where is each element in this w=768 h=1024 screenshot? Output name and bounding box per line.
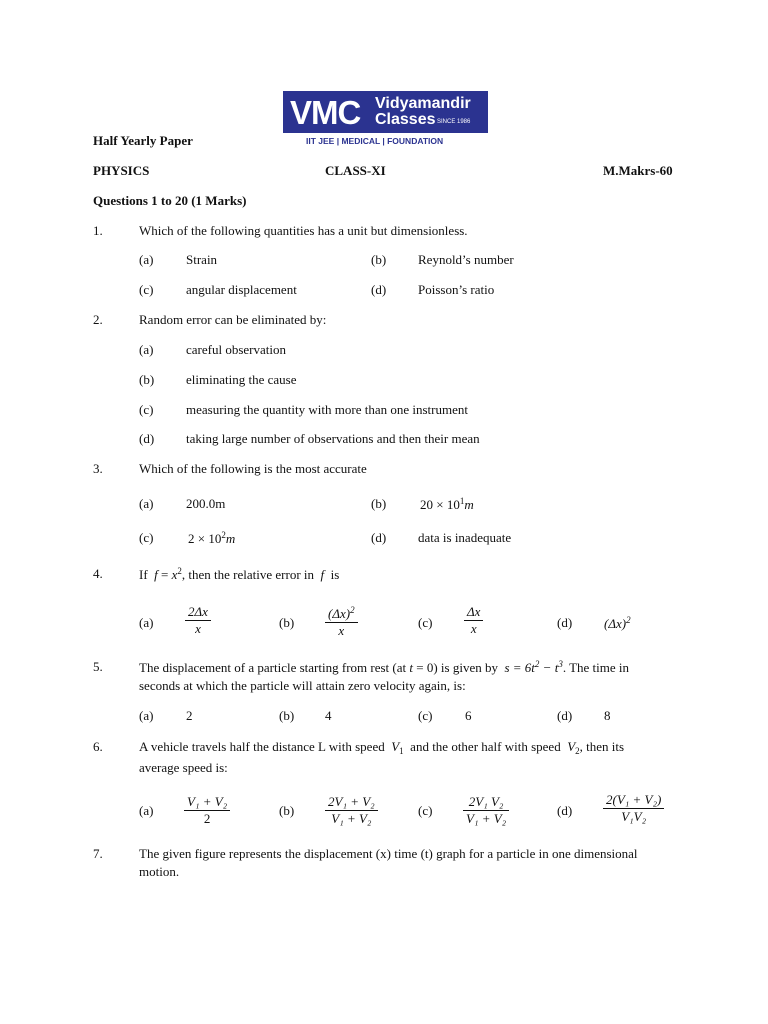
- q3-a: 200.0m: [186, 496, 226, 511]
- q3-b: $20 \times 10^1m$: [420, 496, 474, 512]
- q6-c: $\frac{\text{2V₁ V₂}}{\text{V₁ + V₂}}$: [463, 794, 509, 827]
- q5-c-label: (c): [418, 708, 433, 723]
- q2-d-label: (d): [139, 431, 155, 446]
- q5-b-label: (b): [279, 708, 295, 723]
- q1-c: angular displacement: [186, 282, 297, 297]
- paper-title: Half Yearly Paper: [93, 133, 193, 148]
- q5-d-label: (d): [557, 708, 573, 723]
- q6-number: 6.: [93, 739, 103, 754]
- q5-b: 4: [325, 708, 332, 723]
- q6-a: $\frac{\text{V₁ + V₂}}{2}$: [184, 794, 230, 827]
- logo-name-line2: Classes: [375, 111, 436, 128]
- q4-d: $(\Delta x)^2$: [604, 615, 631, 631]
- q4-a-label: (a): [139, 615, 154, 630]
- q5-d: 8: [604, 708, 611, 723]
- q1-text: Which of the following quantities has a unit but dimensionless.: [139, 223, 468, 238]
- q3-d: data is inadequate: [418, 530, 512, 545]
- q1-d-label: (d): [371, 282, 387, 297]
- q6-d-label: (d): [557, 803, 573, 818]
- q4-b: $\frac{(\Delta x)^2}{x}$: [325, 602, 358, 639]
- q1-a-label: (a): [139, 252, 154, 267]
- q4-number: 4.: [93, 566, 103, 581]
- vmc-logo: [283, 91, 488, 133]
- q1-b: Reynold’s number: [418, 252, 514, 267]
- q6-line2: average speed is:: [139, 760, 228, 775]
- q2-c: measuring the quantity with more than one instrument: [186, 402, 468, 417]
- q5-number: 5.: [93, 659, 103, 674]
- q6-c-label: (c): [418, 803, 433, 818]
- q7-number: 7.: [93, 846, 103, 861]
- q5-c: 6: [465, 708, 472, 723]
- logo-since: SINCE 1986: [437, 119, 471, 125]
- subject: PHYSICS: [93, 163, 150, 178]
- q3-text: Which of the following is the most accurate: [139, 461, 367, 476]
- class-label: CLASS-XI: [325, 163, 386, 178]
- q4-d-label: (d): [557, 615, 573, 630]
- q2-a-label: (a): [139, 342, 154, 357]
- q7-line1: The given figure represents the displacement (x) time (t) graph for a particle in one dimensional: [139, 846, 638, 861]
- q3-c-label: (c): [139, 530, 154, 545]
- marks-label: M.Makrs-60: [603, 163, 673, 178]
- q6-b-label: (b): [279, 803, 295, 818]
- q5-line2: seconds at which the particle will attain zero velocity again, is:: [139, 678, 466, 693]
- q6-d: $\frac{\text{2(V₁ + V₂)}}{\text{V₁V₂}}$: [603, 792, 664, 825]
- q4-c-label: (c): [418, 615, 433, 630]
- q4-c: $\frac{\Delta x}{x}$: [464, 604, 483, 637]
- q4-text: If $f = x^2$, then the relative error in f is: [139, 566, 340, 582]
- logo-mark: VMC: [290, 94, 361, 131]
- logo-name-line1: Vidyamandir: [375, 95, 471, 112]
- section-heading: Questions 1 to 20 (1 Marks): [93, 193, 247, 208]
- q1-number: 1.: [93, 223, 103, 238]
- q2-d: taking large number of observations and then their mean: [186, 431, 480, 446]
- q6-line1: A vehicle travels half the distance L with speed $V_1$ and the other half with speed $V_2$, then its: [139, 739, 625, 756]
- q1-c-label: (c): [139, 282, 154, 297]
- q7-line2: motion.: [139, 864, 180, 879]
- q6-a-label: (a): [139, 803, 154, 818]
- q3-d-label: (d): [371, 530, 387, 545]
- q1-b-label: (b): [371, 252, 387, 267]
- q2-text: Random error can be eliminated by:: [139, 312, 327, 327]
- q3-c: $2 \times 10^2m$: [188, 530, 236, 546]
- q3-a-label: (a): [139, 496, 154, 511]
- logo-tagline: IIT JEE | MEDICAL | FOUNDATION: [306, 136, 444, 146]
- q2-a: careful observation: [186, 342, 286, 357]
- q1-a: Strain: [186, 252, 218, 267]
- q3-number: 3.: [93, 461, 103, 476]
- q2-b-label: (b): [139, 372, 155, 387]
- q6-b: $\frac{\text{2V₁ + V₂}}{\text{V₁ + V₂}}$: [325, 794, 378, 827]
- q5-a: 2: [186, 708, 193, 723]
- q4-b-label: (b): [279, 615, 295, 630]
- q2-b: eliminating the cause: [186, 372, 297, 387]
- q5-a-label: (a): [139, 708, 154, 723]
- q2-number: 2.: [93, 312, 103, 327]
- q4-a: $\frac{2\Delta x}{x}$: [185, 604, 211, 637]
- q3-b-label: (b): [371, 496, 387, 511]
- q5-line1: The displacement of a particle starting from rest (at t = 0) is given by $s = 6t^2 - t^3$. The time in: [139, 659, 630, 675]
- q2-c-label: (c): [139, 402, 154, 417]
- q1-d: Poisson’s ratio: [418, 282, 495, 297]
